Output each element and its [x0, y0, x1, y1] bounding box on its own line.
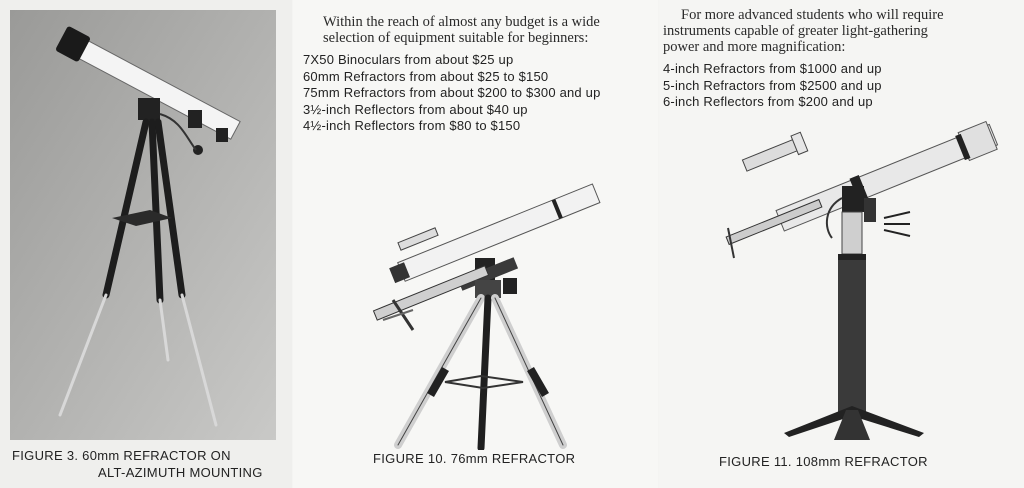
list-item: 7X50 Binoculars from about $25 up — [303, 52, 514, 67]
figure-11-photo — [714, 88, 1014, 448]
beginners-panel — [293, 0, 658, 488]
figure-3-caption-line-2: ALT-AZIMUTH MOUNTING — [98, 465, 263, 480]
beginners-intro-line-2: selection of equipment suitable for beginners: — [323, 30, 589, 46]
list-item: 60mm Refractors from about $25 to $150 — [303, 68, 549, 84]
figure-10-photo — [363, 150, 643, 450]
advanced-intro-line-1: For more advanced students who will require — [681, 7, 944, 23]
list-item: 4½-inch Reflectors from $80 to $150 — [303, 118, 521, 133]
list-item: 3½-inch Reflectors from about $40 up — [303, 101, 528, 117]
list-item: 75mm Refractors from about $200 to $300 and up — [303, 85, 601, 100]
figure-10-caption: FIGURE 10. 76mm REFRACTOR — [373, 451, 576, 466]
beginners-equipment-list — [303, 52, 601, 135]
figure-3-caption-line-1: FIGURE 3. 60mm REFRACTOR ON — [12, 448, 231, 463]
list-item: 6-inch Reflectors from $200 and up — [663, 94, 873, 109]
advanced-intro-line-3: power and more magnification: — [663, 39, 846, 55]
list-item: 4-inch Refractors from $1000 and up — [663, 61, 882, 76]
list-item: 5-inch Refractors from $2500 and up — [663, 77, 882, 93]
advanced-intro — [663, 7, 944, 55]
figure-3-panel — [0, 0, 292, 488]
beginners-intro-line-1: Within the reach of almost any budget is a wide — [323, 14, 600, 30]
advanced-panel — [659, 0, 1024, 488]
beginners-intro — [323, 14, 600, 46]
figure-11-caption: FIGURE 11. 108mm REFRACTOR — [719, 454, 928, 469]
advanced-intro-line-2: instruments capable of greater light-gathering — [663, 23, 928, 39]
figure-3-photo — [10, 10, 276, 440]
